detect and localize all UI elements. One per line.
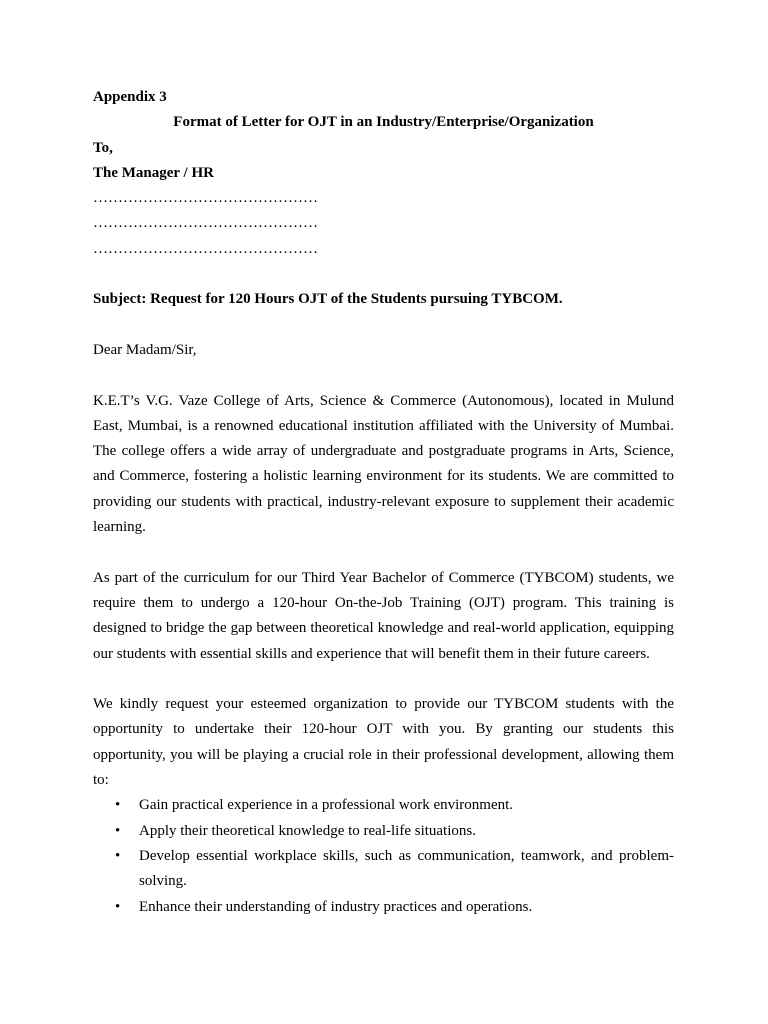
address-to: To, (93, 139, 113, 156)
letter-subject: Subject: Request for 120 Hours OJT of the Students pursuing TYBCOM. (93, 291, 563, 308)
list-item (115, 819, 674, 844)
salutation: Dear Madam/Sir, (93, 341, 197, 358)
letter-format-title: Format of Letter for OJT in an Industry/Enterprise/Organization (173, 114, 594, 131)
appendix-label: Appendix 3 (93, 89, 167, 105)
address-recipient: The Manager / HR (93, 164, 214, 181)
spacer (93, 540, 674, 565)
paragraph-request: We kindly request your esteemed organization to provide our TYBCOM students with the opportunity to undertake their 120-hour OJT with you. By granting our students this opportunity, you will be playing a crucial role in their professional development, allowing them to: (93, 696, 674, 789)
bullet-icon: • (115, 822, 121, 839)
list-item-text: Apply their theoretical knowledge to real-life situations. (139, 822, 476, 839)
spacer (93, 667, 674, 692)
bullet-icon: • (115, 847, 121, 864)
address-line-3: ……………………………………… (93, 240, 318, 257)
spacer (93, 313, 674, 338)
list-item (115, 895, 674, 920)
list-item-text: Enhance their understanding of industry practices and operations. (139, 898, 533, 915)
bullet-icon: • (115, 797, 121, 814)
list-item-text: Develop essential workplace skills, such as communication, teamwork, and problem-solving. (139, 847, 674, 890)
spacer (93, 363, 674, 388)
spacer (93, 262, 674, 287)
address-line-1: ……………………………………… (93, 190, 318, 207)
document-page (93, 85, 674, 920)
paragraph-curriculum: As part of the curriculum for our Third Year Bachelor of Commerce (TYBCOM) students, we require them to undergo a 120-hour On-the-Job Training (OJT) program. This training is designed to bridge the gap between theoretical knowledge and real-world application, equipping our students with essential skills and experience that will benefit them in their future careers. (93, 569, 674, 662)
bullet-icon: • (115, 898, 121, 915)
list-item (115, 844, 674, 895)
address-line-2: ……………………………………… (93, 215, 318, 232)
list-item-text: Gain practical experience in a professional work environment. (139, 797, 514, 814)
paragraph-college-intro: K.E.T’s V.G. Vaze College of Arts, Science & Commerce (Autonomous), located in Mulund East, Mumbai, is a renowned educational institution affiliated with the University of Mumbai. The college offers a wide array of undergraduate and postgraduate programs in Arts, Science, and Commerce, fostering a holistic learning environment for its students. We are committed to providing our students with practical, industry-relevant exposure to supplement their academic learning. (93, 392, 674, 536)
benefits-list (93, 793, 674, 919)
list-item (115, 793, 674, 818)
